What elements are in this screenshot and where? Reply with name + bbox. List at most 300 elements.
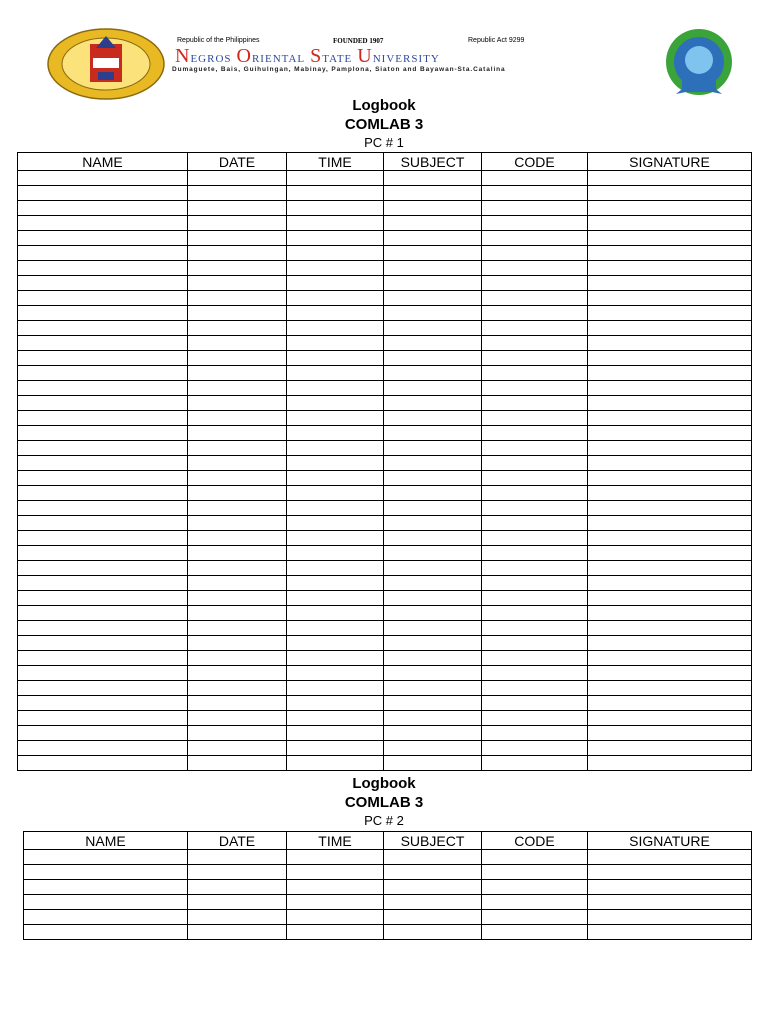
blank-entry-cell <box>24 895 188 910</box>
blank-entry-cell <box>287 501 384 516</box>
blank-entry-cell <box>588 711 752 726</box>
blank-entry-cell <box>18 366 188 381</box>
blank-entry-cell <box>482 726 588 741</box>
blank-entry-cell <box>588 276 752 291</box>
blank-entry-cell <box>188 696 287 711</box>
lab-title: COMLAB 3 <box>344 794 424 811</box>
blank-entry-cell <box>18 411 188 426</box>
blank-entry-cell <box>482 321 588 336</box>
column-header-code: CODE <box>482 153 588 171</box>
logbook-table-pc-2 <box>23 831 752 940</box>
table-row <box>18 366 752 381</box>
blank-entry-cell <box>482 591 588 606</box>
blank-entry-cell <box>18 471 188 486</box>
blank-entry-cell <box>188 186 287 201</box>
blank-entry-cell <box>287 621 384 636</box>
blank-entry-cell <box>287 201 384 216</box>
table-row <box>18 216 752 231</box>
blank-entry-cell <box>188 726 287 741</box>
blank-entry-cell <box>188 546 287 561</box>
column-header-name: NAME <box>18 153 188 171</box>
blank-entry-cell <box>18 201 188 216</box>
blank-entry-cell <box>482 531 588 546</box>
blank-entry-cell <box>482 336 588 351</box>
blank-entry-cell <box>287 291 384 306</box>
blank-entry-cell <box>482 186 588 201</box>
table-row <box>18 546 752 561</box>
blank-entry-cell <box>482 501 588 516</box>
table-row <box>18 261 752 276</box>
logbook-table-pc-1 <box>17 152 752 771</box>
blank-entry-cell <box>482 426 588 441</box>
blank-entry-cell <box>18 711 188 726</box>
column-header-subject: SUBJECT <box>384 153 482 171</box>
blank-entry-cell <box>18 456 188 471</box>
blank-entry-cell <box>482 276 588 291</box>
blank-entry-cell <box>588 216 752 231</box>
blank-entry-cell <box>188 531 287 546</box>
table-row <box>18 291 752 306</box>
blank-entry-cell <box>384 291 482 306</box>
norsu-seal-logo <box>46 28 166 100</box>
column-header-date: DATE <box>188 832 287 850</box>
blank-entry-cell <box>482 621 588 636</box>
blank-entry-cell <box>18 561 188 576</box>
university-name-part: O <box>236 45 252 67</box>
blank-entry-cell <box>188 201 287 216</box>
table-row <box>24 895 752 910</box>
blank-entry-cell <box>188 711 287 726</box>
blank-entry-cell <box>482 651 588 666</box>
blank-entry-cell <box>287 441 384 456</box>
blank-entry-cell <box>384 711 482 726</box>
blank-entry-cell <box>588 925 752 940</box>
blank-entry-cell <box>588 531 752 546</box>
table-row <box>18 426 752 441</box>
blank-entry-cell <box>482 261 588 276</box>
table-row <box>18 441 752 456</box>
blank-entry-cell <box>188 561 287 576</box>
blank-entry-cell <box>18 441 188 456</box>
blank-entry-cell <box>188 621 287 636</box>
table-row <box>18 666 752 681</box>
section-2-title-block <box>0 774 768 830</box>
blank-entry-cell <box>188 276 287 291</box>
blank-entry-cell <box>482 850 588 865</box>
blank-entry-cell <box>384 621 482 636</box>
blank-entry-cell <box>188 636 287 651</box>
blank-entry-cell <box>384 726 482 741</box>
blank-entry-cell <box>287 231 384 246</box>
blank-entry-cell <box>18 396 188 411</box>
blank-entry-cell <box>588 351 752 366</box>
blank-entry-cell <box>188 895 287 910</box>
blank-entry-cell <box>18 486 188 501</box>
table-row <box>18 321 752 336</box>
blank-entry-cell <box>588 201 752 216</box>
blank-entry-cell <box>588 261 752 276</box>
blank-entry-cell <box>287 186 384 201</box>
blank-entry-cell <box>287 591 384 606</box>
blank-entry-cell <box>188 471 287 486</box>
blank-entry-cell <box>287 411 384 426</box>
blank-entry-cell <box>384 910 482 925</box>
blank-entry-cell <box>18 321 188 336</box>
blank-entry-cell <box>482 351 588 366</box>
republic-text: Republic of the Philippines <box>177 37 260 44</box>
blank-entry-cell <box>384 171 482 186</box>
blank-entry-cell <box>287 850 384 865</box>
blank-entry-cell <box>588 411 752 426</box>
blank-entry-cell <box>188 666 287 681</box>
blank-entry-cell <box>588 246 752 261</box>
blank-entry-cell <box>588 561 752 576</box>
blank-entry-cell <box>384 216 482 231</box>
blank-entry-cell <box>287 486 384 501</box>
blank-entry-cell <box>588 366 752 381</box>
blank-entry-cell <box>384 486 482 501</box>
section-1-title-block <box>0 96 768 152</box>
blank-entry-cell <box>18 426 188 441</box>
blank-entry-cell <box>482 231 588 246</box>
blank-entry-cell <box>384 396 482 411</box>
blank-entry-cell <box>287 880 384 895</box>
blank-entry-cell <box>384 576 482 591</box>
blank-entry-cell <box>588 865 752 880</box>
blank-entry-cell <box>384 666 482 681</box>
blank-entry-cell <box>482 666 588 681</box>
blank-entry-cell <box>384 636 482 651</box>
blank-entry-cell <box>384 201 482 216</box>
blank-entry-cell <box>287 711 384 726</box>
blank-entry-cell <box>18 381 188 396</box>
table-row <box>18 741 752 756</box>
blank-entry-cell <box>482 865 588 880</box>
blank-entry-cell <box>188 321 287 336</box>
blank-entry-cell <box>18 546 188 561</box>
blank-entry-cell <box>482 306 588 321</box>
blank-entry-cell <box>188 426 287 441</box>
blank-entry-cell <box>18 651 188 666</box>
blank-entry-cell <box>588 396 752 411</box>
blank-entry-cell <box>384 336 482 351</box>
blank-entry-cell <box>18 186 188 201</box>
blank-entry-cell <box>188 516 287 531</box>
blank-entry-cell <box>188 606 287 621</box>
blank-entry-cell <box>588 546 752 561</box>
blank-entry-cell <box>384 426 482 441</box>
blank-entry-cell <box>384 261 482 276</box>
blank-entry-cell <box>384 880 482 895</box>
blank-entry-cell <box>384 366 482 381</box>
table-row <box>18 231 752 246</box>
blank-entry-cell <box>588 471 752 486</box>
university-name-part: N <box>175 45 191 67</box>
blank-entry-cell <box>588 456 752 471</box>
blank-entry-cell <box>188 336 287 351</box>
blank-entry-cell <box>384 925 482 940</box>
blank-entry-cell <box>384 471 482 486</box>
blank-entry-cell <box>18 636 188 651</box>
blank-entry-cell <box>18 501 188 516</box>
blank-entry-cell <box>287 426 384 441</box>
blank-entry-cell <box>588 231 752 246</box>
blank-entry-cell <box>384 246 482 261</box>
table-header-row <box>24 832 752 850</box>
founded-text: FOUNDED 1907 <box>333 37 384 45</box>
blank-entry-cell <box>588 895 752 910</box>
blank-entry-cell <box>287 910 384 925</box>
table-row <box>18 531 752 546</box>
blank-entry-cell <box>384 456 482 471</box>
blank-entry-cell <box>18 756 188 771</box>
blank-entry-cell <box>188 576 287 591</box>
column-header-signature: SIGNATURE <box>588 153 752 171</box>
blank-entry-cell <box>384 231 482 246</box>
blank-entry-cell <box>287 741 384 756</box>
table-row <box>24 865 752 880</box>
blank-entry-cell <box>482 606 588 621</box>
blank-entry-cell <box>588 651 752 666</box>
blank-entry-cell <box>287 895 384 910</box>
table-header-row <box>18 153 752 171</box>
table-row <box>18 186 752 201</box>
blank-entry-cell <box>482 696 588 711</box>
blank-entry-cell <box>188 441 287 456</box>
blank-entry-cell <box>384 321 482 336</box>
blank-entry-cell <box>482 411 588 426</box>
blank-entry-cell <box>482 681 588 696</box>
blank-entry-cell <box>24 865 188 880</box>
blank-entry-cell <box>384 865 482 880</box>
column-header-code: CODE <box>482 832 588 850</box>
blank-entry-cell <box>188 246 287 261</box>
campuses-list: Dumaguete, Bais, Guihulngan, Mabinay, Pamplona, Siaton and Bayawan-Sta.Catalina <box>172 66 506 73</box>
blank-entry-cell <box>18 216 188 231</box>
blank-entry-cell <box>384 186 482 201</box>
blank-entry-cell <box>287 516 384 531</box>
blank-entry-cell <box>588 666 752 681</box>
blank-entry-cell <box>18 591 188 606</box>
blank-entry-cell <box>588 681 752 696</box>
blank-entry-cell <box>384 681 482 696</box>
blank-entry-cell <box>18 291 188 306</box>
blank-entry-cell <box>588 591 752 606</box>
blank-entry-cell <box>188 486 287 501</box>
column-header-name: NAME <box>24 832 188 850</box>
blank-entry-cell <box>588 321 752 336</box>
blank-entry-cell <box>588 756 752 771</box>
table-row <box>18 336 752 351</box>
blank-entry-cell <box>287 865 384 880</box>
table-row <box>24 850 752 865</box>
blank-entry-cell <box>482 880 588 895</box>
table-row <box>18 591 752 606</box>
blank-entry-cell <box>188 216 287 231</box>
table-row <box>18 651 752 666</box>
blank-entry-cell <box>188 925 287 940</box>
blank-entry-cell <box>588 741 752 756</box>
university-name <box>175 45 575 68</box>
blank-entry-cell <box>588 910 752 925</box>
blank-entry-cell <box>287 531 384 546</box>
blank-entry-cell <box>384 351 482 366</box>
blank-entry-cell <box>482 291 588 306</box>
blank-entry-cell <box>287 636 384 651</box>
blank-entry-cell <box>482 396 588 411</box>
table-row <box>18 561 752 576</box>
blank-entry-cell <box>188 456 287 471</box>
table-row <box>18 276 752 291</box>
table-row <box>18 351 752 366</box>
blank-entry-cell <box>18 276 188 291</box>
blank-entry-cell <box>482 711 588 726</box>
blank-entry-cell <box>287 651 384 666</box>
column-header-time: TIME <box>287 832 384 850</box>
blank-entry-cell <box>384 651 482 666</box>
blank-entry-cell <box>588 880 752 895</box>
logbook-title: Logbook <box>352 775 416 792</box>
university-name-part: S <box>310 45 323 67</box>
blank-entry-cell <box>287 561 384 576</box>
blank-entry-cell <box>188 756 287 771</box>
blank-entry-cell <box>188 910 287 925</box>
logbook-title: Logbook <box>352 97 416 114</box>
blank-entry-cell <box>588 726 752 741</box>
blank-entry-cell <box>482 576 588 591</box>
university-name-part: tate <box>322 49 358 66</box>
blank-entry-cell <box>287 546 384 561</box>
table-row <box>18 411 752 426</box>
blank-entry-cell <box>18 666 188 681</box>
blank-entry-cell <box>384 850 482 865</box>
blank-entry-cell <box>24 850 188 865</box>
blank-entry-cell <box>588 576 752 591</box>
blank-entry-cell <box>18 681 188 696</box>
blank-entry-cell <box>188 261 287 276</box>
table-row <box>24 880 752 895</box>
blank-entry-cell <box>18 336 188 351</box>
blank-entry-cell <box>384 606 482 621</box>
blank-entry-cell <box>482 486 588 501</box>
blank-entry-cell <box>188 411 287 426</box>
blank-entry-cell <box>188 381 287 396</box>
blank-entry-cell <box>188 651 287 666</box>
table-row <box>18 456 752 471</box>
table-row <box>18 471 752 486</box>
blank-entry-cell <box>18 696 188 711</box>
blank-entry-cell <box>482 895 588 910</box>
blank-entry-cell <box>188 366 287 381</box>
table-row <box>18 201 752 216</box>
blank-entry-cell <box>384 531 482 546</box>
blank-entry-cell <box>482 246 588 261</box>
column-header-subject: SUBJECT <box>384 832 482 850</box>
blank-entry-cell <box>18 726 188 741</box>
blank-entry-cell <box>482 366 588 381</box>
blank-entry-cell <box>18 531 188 546</box>
table-row <box>18 756 752 771</box>
blank-entry-cell <box>588 171 752 186</box>
cas-seal-logo <box>656 28 742 100</box>
blank-entry-cell <box>482 925 588 940</box>
blank-entry-cell <box>384 546 482 561</box>
blank-entry-cell <box>482 636 588 651</box>
blank-entry-cell <box>588 336 752 351</box>
blank-entry-cell <box>18 621 188 636</box>
university-name-part: niversity <box>372 49 440 66</box>
table-row <box>24 910 752 925</box>
blank-entry-cell <box>482 456 588 471</box>
blank-entry-cell <box>18 231 188 246</box>
blank-entry-cell <box>287 456 384 471</box>
blank-entry-cell <box>188 306 287 321</box>
blank-entry-cell <box>384 696 482 711</box>
blank-entry-cell <box>287 381 384 396</box>
blank-entry-cell <box>384 756 482 771</box>
blank-entry-cell <box>287 336 384 351</box>
table-row <box>18 711 752 726</box>
blank-entry-cell <box>287 261 384 276</box>
blank-entry-cell <box>287 171 384 186</box>
blank-entry-cell <box>287 576 384 591</box>
blank-entry-cell <box>24 880 188 895</box>
blank-entry-cell <box>482 756 588 771</box>
blank-entry-cell <box>188 351 287 366</box>
blank-entry-cell <box>588 486 752 501</box>
blank-entry-cell <box>287 216 384 231</box>
blank-entry-cell <box>482 441 588 456</box>
republic-act-text: Republic Act 9299 <box>468 37 525 44</box>
blank-entry-cell <box>384 561 482 576</box>
table-row <box>18 696 752 711</box>
column-header-date: DATE <box>188 153 287 171</box>
blank-entry-cell <box>18 741 188 756</box>
table-row <box>18 486 752 501</box>
blank-entry-cell <box>482 171 588 186</box>
blank-entry-cell <box>588 850 752 865</box>
blank-entry-cell <box>482 471 588 486</box>
blank-entry-cell <box>18 261 188 276</box>
blank-entry-cell <box>482 201 588 216</box>
table-row <box>18 171 752 186</box>
blank-entry-cell <box>18 606 188 621</box>
blank-entry-cell <box>287 471 384 486</box>
table-row <box>18 576 752 591</box>
table-row <box>18 636 752 651</box>
blank-entry-cell <box>287 681 384 696</box>
blank-entry-cell <box>384 591 482 606</box>
blank-entry-cell <box>384 516 482 531</box>
table-row <box>18 396 752 411</box>
blank-entry-cell <box>588 621 752 636</box>
blank-entry-cell <box>384 741 482 756</box>
blank-entry-cell <box>18 516 188 531</box>
blank-entry-cell <box>384 411 482 426</box>
blank-entry-cell <box>588 441 752 456</box>
blank-entry-cell <box>588 696 752 711</box>
blank-entry-cell <box>287 321 384 336</box>
blank-entry-cell <box>287 606 384 621</box>
table-row <box>18 606 752 621</box>
blank-entry-cell <box>588 426 752 441</box>
blank-entry-cell <box>384 895 482 910</box>
blank-entry-cell <box>287 666 384 681</box>
blank-entry-cell <box>482 561 588 576</box>
column-header-time: TIME <box>287 153 384 171</box>
blank-entry-cell <box>287 276 384 291</box>
blank-entry-cell <box>188 396 287 411</box>
